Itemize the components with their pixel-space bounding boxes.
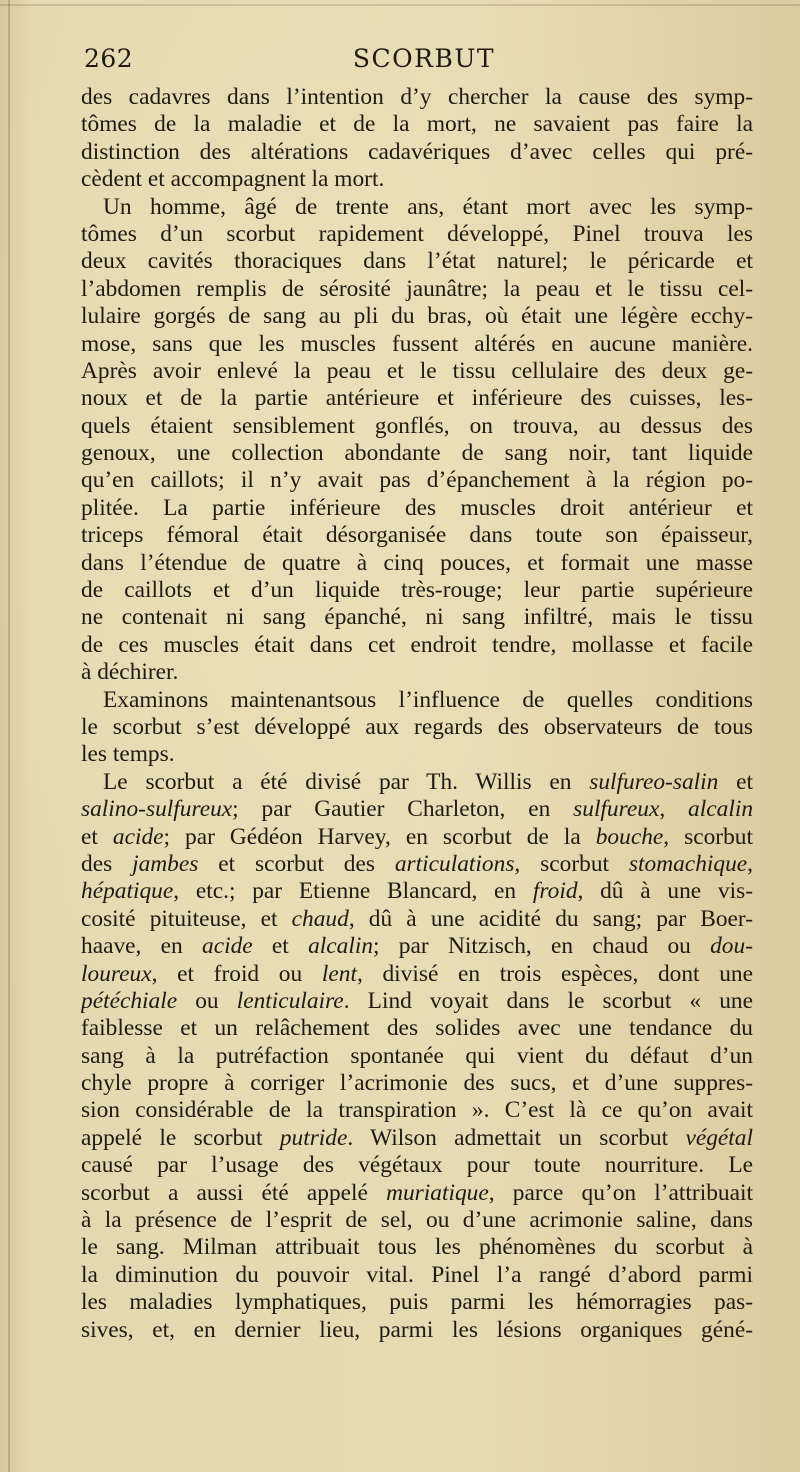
text-line: salino-sulfureux; par Gautier Charleton, en sulfureux, alcalin — [81, 796, 753, 823]
body-text — [81, 84, 753, 1344]
text-line: le scorbut s’est développé aux regards des observateurs de tous — [81, 713, 753, 740]
text-line: cèdent et accompagnent la mort. — [81, 166, 385, 193]
text-line: à la présence de l’esprit de sel, ou d’une acrimonie saline, dans — [81, 1207, 753, 1234]
text-line: tômes de la maladie et de la mort, ne savaient pas faire la — [81, 111, 753, 138]
text-line: scorbut a aussi été appelé muriatique, parce qu’on l’attribuait — [81, 1179, 753, 1206]
text-line: qu’en caillots; il n’y avait pas d’épanchement à la région po- — [81, 467, 753, 494]
text-line: deux cavités thoraciques dans l’état naturel; le péricarde et — [81, 248, 753, 275]
text-line: sion considérable de la transpiration ». C’est là ce qu’on avait — [81, 1097, 753, 1124]
text-line: pétéchiale ou lenticulaire. Lind voyait dans le scorbut « une — [81, 987, 753, 1014]
text-line: haave, en acide et alcalin; par Nitzisch, en chaud ou dou- — [81, 933, 753, 960]
page-edge-shadow — [8, 0, 10, 1472]
text-line: triceps fémoral était désorganisée dans toute son épaisseur, — [81, 522, 753, 549]
text-line: quels étaient sensiblement gonflés, on trouva, au dessus des — [81, 412, 753, 439]
text-line: de caillots et d’un liquide très-rouge; leur partie supérieure — [81, 577, 753, 604]
text-line: Après avoir enlevé la peau et le tissu cellulaire des deux ge- — [81, 357, 753, 384]
text-line: genoux, une collection abondante de sang noir, tant liquide — [81, 440, 753, 467]
text-line: sang à la putréfaction spontanée qui vient du défaut d’un — [81, 1042, 753, 1069]
text-line: dans l’étendue de quatre à cinq pouces, et formait une masse — [81, 549, 753, 576]
text-line: les temps. — [81, 741, 175, 768]
text-line: de ces muscles était dans cet endroit tendre, mollasse et facile — [81, 631, 753, 658]
text-line: faiblesse et un relâchement des solides avec une tendance du — [81, 1015, 753, 1042]
text-line: des jambes et scorbut des articulations, scorbut stomachique, — [81, 850, 753, 877]
text-line: distinction des altérations cadavériques d’avec celles qui pré- — [81, 138, 753, 165]
text-line: l’abdomen remplis de sérosité jaunâtre; la peau et le tissu cel- — [81, 275, 753, 302]
text-line: plitée. La partie inférieure des muscles droit antérieur et — [81, 494, 753, 521]
text-line: ne contenait ni sang épanché, ni sang infiltré, mais le tissu — [81, 604, 753, 631]
text-line: appelé le scorbut putride. Wilson admettait un scorbut végétal — [81, 1124, 753, 1151]
page-number: 262 — [84, 44, 134, 73]
text-line: sives, et, en dernier lieu, parmi les lésions organiques géné- — [81, 1316, 753, 1343]
page-top-edge — [0, 4, 800, 6]
text-line: le sang. Milman attribuait tous les phénomènes du scorbut à — [81, 1234, 753, 1261]
text-line: à déchirer. — [81, 659, 179, 686]
text-line: cosité pituiteuse, et chaud, dû à une acidité du sang; par Boer- — [81, 905, 753, 932]
text-line: loureux, et froid ou lent, divisé en trois espèces, dont une — [81, 960, 753, 987]
text-line: chyle propre à corriger l’acrimonie des sucs, et d’une suppres- — [81, 1070, 753, 1097]
text-line: les maladies lymphatiques, puis parmi les hémorragies pas- — [81, 1289, 753, 1316]
text-line: des cadavres dans l’intention d’y chercher la cause des symp- — [81, 84, 753, 110]
text-line: la diminution du pouvoir vital. Pinel l’a rangé d’abord parmi — [81, 1261, 753, 1288]
text-line: hépatique, etc.; par Etienne Blancard, en froid, dû à une vis- — [81, 878, 753, 905]
running-title: SCORBUT — [352, 44, 496, 73]
text-line: causé par l’usage des végétaux pour toute nourriture. Le — [81, 1152, 753, 1179]
text-line: noux et de la partie antérieure et inférieure des cuisses, les- — [81, 385, 753, 412]
text-line: tômes d’un scorbut rapidement développé, Pinel trouva les — [81, 220, 753, 247]
text-line: Un homme, âgé de trente ans, étant mort avec les symp- — [103, 193, 753, 220]
text-line: Le scorbut a été divisé par Th. Willis en sulfureo-salin et — [103, 768, 753, 795]
page-header — [84, 44, 764, 84]
text-line: Examinons maintenantsous l’influence de quelles conditions — [103, 686, 753, 713]
text-line: mose, sans que les muscles fussent altérés en aucune manière. — [81, 330, 753, 357]
text-line: et acide; par Gédéon Harvey, en scorbut de la bouche, scorbut — [81, 823, 753, 850]
text-line: lulaire gorgés de sang au pli du bras, où était une légère ecchy- — [81, 303, 753, 330]
